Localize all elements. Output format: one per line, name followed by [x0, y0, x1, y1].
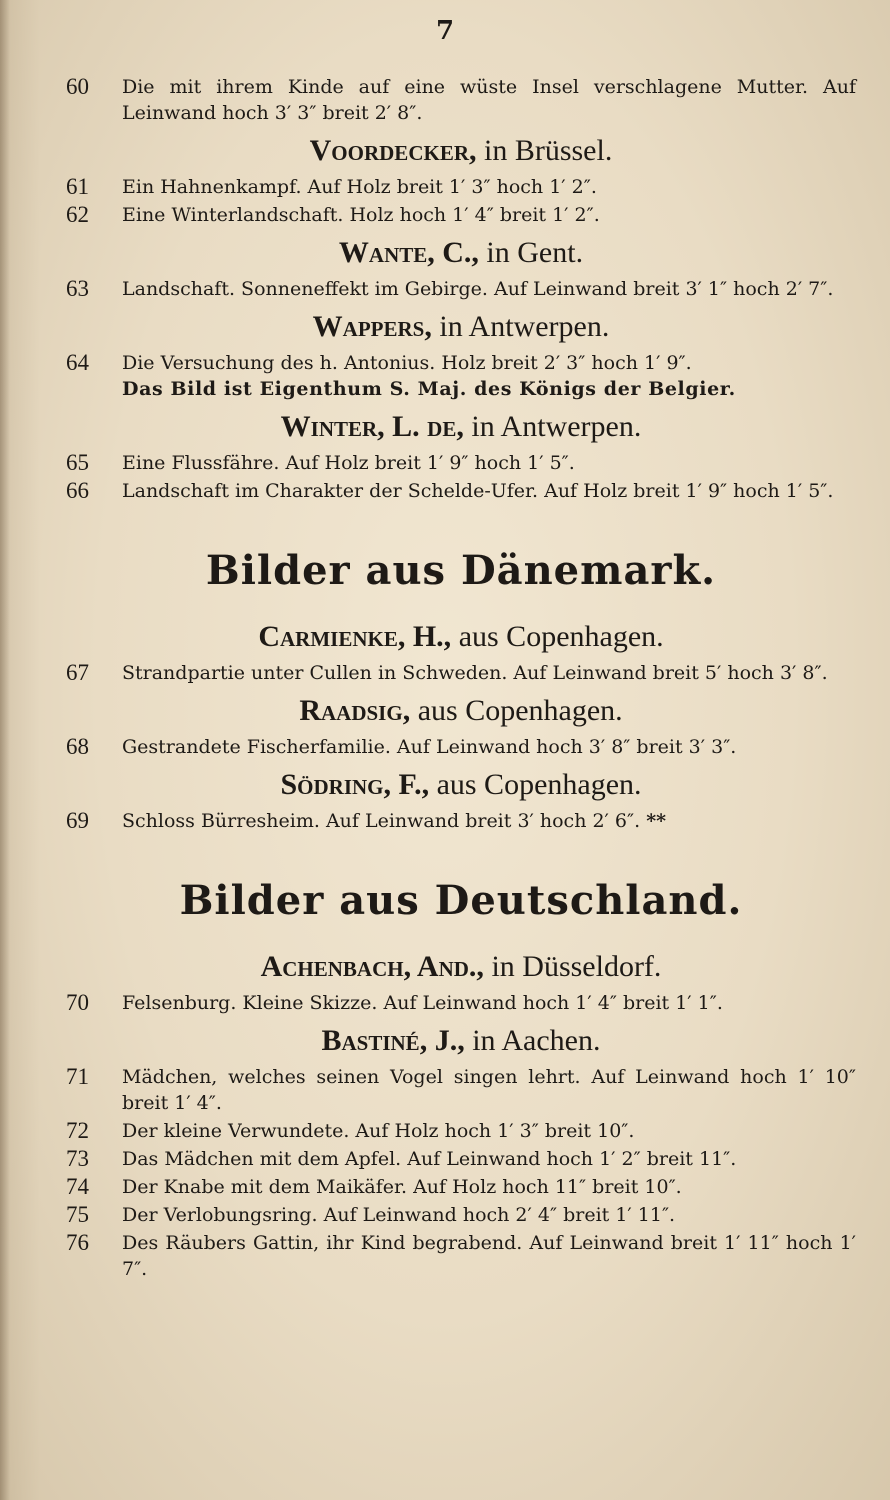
entry-number: 76	[66, 1230, 89, 1255]
artist-place: aus Copenhagen.	[436, 768, 642, 801]
entry-text-block	[122, 350, 856, 402]
entry-number: 68	[66, 734, 89, 759]
entry-number: 61	[66, 174, 89, 199]
artist-name: Wappers,	[312, 310, 432, 343]
artist-place: in Antwerpen.	[471, 410, 642, 443]
section-heading-denmark: Bilder aus Dänemark.	[205, 547, 717, 594]
artist-place: in Antwerpen.	[439, 310, 610, 343]
catalog-entry-62	[66, 202, 856, 228]
entry-text-block	[122, 808, 856, 834]
entry-text: Das Mädchen mit dem Apfel. Auf Leinwand hoch 1′ 2″ breit 11″.	[122, 1148, 737, 1170]
artist-name: Raadsig,	[299, 694, 411, 727]
artist-name: Södring, F.,	[280, 768, 430, 801]
catalog-entry-67	[66, 660, 856, 686]
entry-number: 64	[66, 350, 89, 375]
entry-number: 71	[66, 1064, 89, 1089]
entry-number: 72	[66, 1118, 89, 1143]
catalog-entry-72	[66, 1118, 856, 1144]
entry-number: 67	[66, 660, 89, 685]
entry-text: Der kleine Verwundete. Auf Holz hoch 1′ 3″ breit 10″.	[122, 1120, 635, 1142]
catalog-entry-65	[66, 450, 856, 476]
artist-heading-bastine	[66, 1022, 856, 1060]
entry-text: Der Knabe mit dem Maikäfer. Auf Holz hoch 11″ breit 10″.	[122, 1176, 682, 1198]
artist-heading-wante	[66, 234, 856, 272]
catalog-entry-69	[66, 808, 856, 834]
entry-number: 62	[66, 202, 89, 227]
entry-number: 75	[66, 1202, 89, 1227]
entry-text: Gestrandete Fischerfamilie. Auf Leinwand hoch 3′ 8″ breit 3′ 3″.	[122, 736, 737, 758]
artist-place: in Düsseldorf.	[491, 950, 662, 983]
catalog-entry-73	[66, 1146, 856, 1172]
catalog-entry-68	[66, 734, 856, 760]
artist-heading-soedring	[66, 766, 856, 804]
artist-heading-voordecker	[66, 132, 856, 170]
artist-heading-winter	[66, 408, 856, 446]
entry-number: 65	[66, 450, 89, 475]
catalog-entry-63	[66, 276, 856, 302]
artist-heading-wappers	[66, 308, 856, 346]
artist-name: Wante, C.,	[338, 236, 479, 269]
artist-heading-carmienke	[66, 618, 856, 656]
artist-place: aus Copenhagen.	[417, 694, 623, 727]
page-edge-shadow	[0, 0, 10, 1500]
artist-place: aus Copenhagen.	[458, 620, 664, 653]
entry-text: Schloss Bürresheim. Auf Leinwand breit 3′ hoch 2′ 6″.	[122, 810, 641, 832]
entry-number: 60	[66, 74, 89, 99]
artist-name: Winter, L. de,	[280, 410, 464, 443]
catalog-entry-64	[66, 350, 856, 402]
catalog-entry-66	[66, 478, 856, 504]
entry-text: Strandpartie unter Cullen in Schweden. Auf Leinwand breit 5′ hoch 3′ 8″.	[122, 662, 828, 684]
entry-text: Landschaft im Charakter der Schelde-Ufer. Auf Holz breit 1′ 9″ hoch 1′ 5″.	[122, 480, 834, 502]
ownership-note: Das Bild ist Eigenthum S. Maj. des Königs der Belgier.	[122, 378, 736, 400]
page-number: 7	[435, 16, 455, 46]
catalog-entry-76	[66, 1230, 856, 1282]
artist-heading-achenbach	[66, 948, 856, 986]
catalog-entry-60	[66, 74, 856, 126]
entry-text: Die Versuchung des h. Antonius. Holz breit 2′ 3″ hoch 1′ 9″.	[122, 352, 692, 374]
entry-text: Der Verlobungsring. Auf Leinwand hoch 2′ 4″ breit 1′ 11″.	[122, 1204, 676, 1226]
entry-text: Eine Winterlandschaft. Holz hoch 1′ 4″ breit 1′ 2″.	[122, 204, 600, 226]
artist-heading-raadsig	[66, 692, 856, 730]
artist-name: Carmienke, H.,	[258, 620, 452, 653]
artist-name: Achenbach, And.,	[260, 950, 484, 983]
entry-text: Eine Flussfähre. Auf Holz breit 1′ 9″ hoch 1′ 5″.	[122, 452, 575, 474]
artist-place: in Gent.	[486, 236, 584, 269]
entry-number: 70	[66, 990, 89, 1015]
entry-number: 74	[66, 1174, 89, 1199]
entry-text: Felsenburg. Kleine Skizze. Auf Leinwand hoch 1′ 4″ breit 1′ 1″.	[122, 992, 723, 1014]
entry-text: Ein Hahnenkampf. Auf Holz breit 1′ 3″ hoch 1′ 2″.	[122, 176, 597, 198]
artist-place: in Brüssel.	[484, 134, 613, 167]
section-heading-germany: Bilder aus Deutschland.	[179, 877, 743, 924]
catalog-entry-71	[66, 1064, 856, 1116]
entry-number: 69	[66, 808, 89, 833]
artist-place: in Aachen.	[472, 1024, 601, 1057]
catalog-entry-74	[66, 1174, 856, 1200]
catalog-content	[66, 74, 856, 1284]
catalog-entry-61	[66, 174, 856, 200]
entry-text: Mädchen, welches seinen Vogel singen lehrt. Auf Leinwand hoch 1′ 10″ breit 1′ 4″.	[122, 1066, 856, 1114]
artist-name: Voordecker,	[309, 134, 477, 167]
entry-text: Des Räubers Gattin, ihr Kind begrabend. Auf Leinwand breit 1′ 11″ hoch 1′ 7″.	[122, 1232, 856, 1280]
entry-text: Die mit ihrem Kinde auf eine wüste Insel verschlagene Mutter. Auf Leinwand hoch 3′ 3″ breit 2′ 8″.	[122, 76, 856, 124]
catalog-entry-70	[66, 990, 856, 1016]
entry-number: 66	[66, 478, 89, 503]
entry-text: Landschaft. Sonneneffekt im Gebirge. Auf Leinwand breit 3′ 1″ hoch 2′ 7″.	[122, 278, 834, 300]
footnote-mark: **	[646, 810, 667, 832]
entry-number: 73	[66, 1146, 89, 1171]
entry-number: 63	[66, 276, 89, 301]
catalog-entry-75	[66, 1202, 856, 1228]
artist-name: Bastiné, J.,	[321, 1024, 465, 1057]
